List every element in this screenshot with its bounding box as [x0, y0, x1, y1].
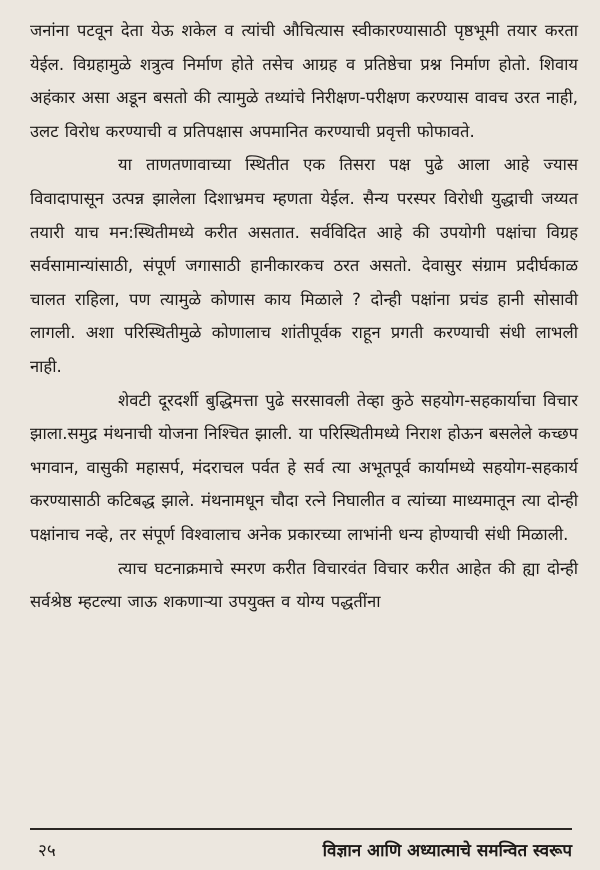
paragraph-1: जनांना पटवून देता येऊ शकेल व त्यांची औचित्यास स्वीकारण्यासाठी पृष्ठभूमी तयार करता येईल. विग्रहामुळे शत्रुत्व निर्माण होते तसेच आग्रह व प्रतिष्ठेचा प्रश्न निर्माण होतो. शिवाय अहंकार असा अडून बसतो की त्यामुळे तथ्यांचे निरीक्षण-परीक्षण करण्यास वावच उरत नाही, उलट विरोध करण्याची व प्रतिपक्षास अपमानित करण्याची प्रवृत्ती फोफावते. [30, 21, 578, 141]
body-text [30, 14, 578, 619]
paragraph-2: या ताणतणावाच्या स्थितीत एक तिसरा पक्ष पुढे आला आहे ज्यास विवादापासून उत्पन्न झालेला दिशाभ्रमच म्हणता येईल. सैन्य परस्पर विरोधी युद्धाची जय्यत तयारी याच मन:स्थितीमध्ये करीत असतात. सर्वविदित आहे की उपयोगी पक्षांचा विग्रह सर्वसामान्यांसाठी, संपूर्ण जगासाठी हानीकारकच ठरत असतो. देवासुर संग्राम प्रदीर्घकाळ चालत राहिला, पण त्यामुळे कोणास काय मिळाले ? दोन्ही पक्षांना प्रचंड हानी सोसावी लागली. अशा परिस्थितीमुळे कोणालाच शांतीपूर्वक राहून प्रगती करण्याची संधी लाभली नाही. [30, 155, 578, 376]
paragraph-3: शेवटी दूरदर्शी बुद्धिमत्ता पुढे सरसावली तेव्हा कुठे सहयोग-सहकार्याचा विचार झाला.समुद्र मंथनाची योजना निश्चित झाली. या परिस्थितीमध्ये निराश होऊन बसलेले कच्छप भगवान, वासुकी महासर्प, मंदराचल पर्वत हे सर्व त्या अभूतपूर्व कार्यामध्ये सहयोग-सहकार्य करण्यासाठी कटिबद्ध झाले. मंथनामधून चौदा रत्ने निघालीत व त्यांच्या माध्यमातून त्या दोन्ही पक्षांनाच नव्हे, तर संपूर्ण विश्वालाच अनेक प्रकारच्या लाभांनी धन्य होण्याची संधी मिळाली. [30, 390, 578, 544]
book-title: विज्ञान आणि अध्यात्माचे समन्वित स्वरूप [322, 840, 572, 861]
page-footer [30, 834, 572, 864]
footer-divider [30, 828, 572, 830]
page-number: २५ [38, 840, 56, 861]
paragraph-4: त्याच घटनाक्रमाचे स्मरण करीत विचारवंत विचार करीत आहेत की ह्या दोन्ही सर्वश्रेष्ठ म्हटल्या जाऊ शकणाऱ्या उपयुक्त व योग्य पद्धतींना [30, 558, 578, 612]
